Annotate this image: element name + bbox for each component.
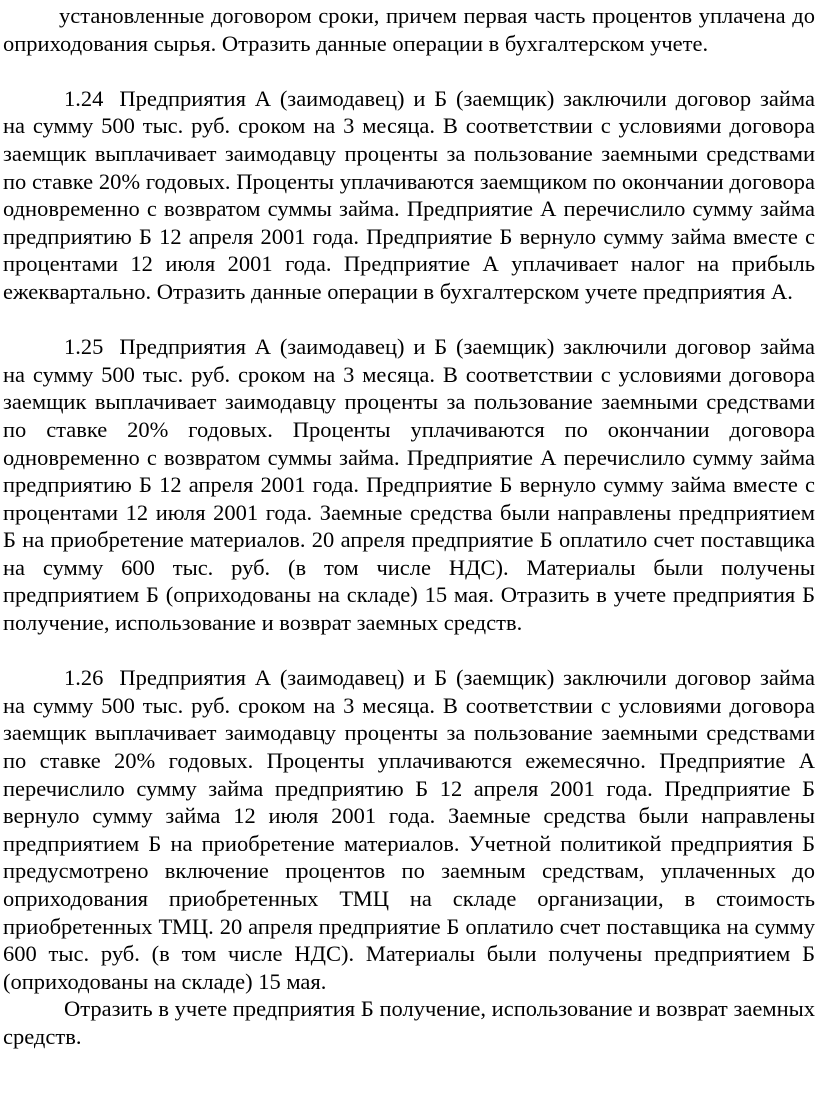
problem-1-24: [3, 85, 815, 306]
problem-1-26: [3, 664, 815, 995]
problem-number: 1.26: [64, 665, 104, 691]
paragraph-gap: [3, 57, 815, 85]
document-page: [0, 2, 816, 1097]
intro-text: установленные договором сроки, причем первая часть процентов уплачена до оприходования сырья. Отразить данные операции в бухгалтерском учете.: [3, 3, 815, 56]
problem-text: Предприятия А (заимодавец) и Б (заемщик) заключили договор займа на сумму 500 тыс. руб. сроком на 3 месяца. В соответствии с условиями договора заемщик выплачивает заимодавцу проценты за пользование заемными средствами по ставке 20% годовых. Проценты уплачиваются по окончании договора одновременно с возвратом суммы займа. Предприятие А перечислило сумму займа предприятию Б 12 апреля 2001 года. Предприятие Б вернуло сумму займа вместе с процентами 12 июля 2001 года. Заемные средства были направлены предприятием Б на приобретение материалов. 20 апреля предприятие Б оплатило счет поставщика на сумму 600 тыс. руб. (в том числе НДС). Материалы были получены предприятием Б (оприходованы на складе) 15 мая. Отразить в учете предприятия Б получение, использование и возврат заемных средств.: [3, 334, 815, 636]
problem-text: Предприятия А (заимодавец) и Б (заемщик) заключили договор займа на сумму 500 тыс. руб. сроком на 3 месяца. В соответствии с условиями договора заемщик выплачивает заимодавцу проценты за пользование заемными средствами по ставке 20% годовых. Проценты уплачиваются ежемесячно. Предприятие А перечислило сумму займа предприятию Б 12 апреля 2001 года. Предприятие Б вернуло сумму займа 12 июля 2001 года. Заемные средства были направлены предприятием Б на приобретение материалов. Учетной политикой предприятия Б предусмотрено включение процентов по заемным средствам, уплаченных до оприходования приобретенных ТМЦ на складе организации, в стоимость приобретенных ТМЦ. 20 апреля предприятие Б оплатило счет поставщика на сумму 600 тыс. руб. (в том числе НДС). Материалы были получены предприятием Б (оприходованы на складе) 15 мая.: [3, 665, 815, 994]
problem-1-25: [3, 333, 815, 637]
paragraph-gap: [3, 306, 815, 334]
intro-paragraph: [3, 2, 815, 57]
paragraph-gap: [3, 637, 815, 665]
task-text: Отразить в учете предприятия Б получение, использование и возврат заемных средств.: [3, 996, 815, 1049]
problem-text: Предприятия А (заимодавец) и Б (заемщик) заключили договор займа на сумму 500 тыс. руб. сроком на 3 месяца. В соответствии с условиями договора заемщик выплачивает заимодавцу проценты за пользование заемными средствами по ставке 20% годовых. Проценты уплачиваются заемщиком по окончании договора одновременно с возвратом суммы займа. Предприятие А перечислило сумму займа предприятию Б 12 апреля 2001 года. Предприятие Б вернуло сумму займа вместе с процентами 12 июля 2001 года. Предприятие А уплачивает налог на прибыль ежеквартально. Отразить данные операции в бухгалтерском учете предприятия А.: [3, 85, 815, 304]
problem-number: 1.24: [64, 85, 104, 111]
problem-1-26-task: [3, 995, 815, 1050]
problem-number: 1.25: [64, 334, 104, 360]
